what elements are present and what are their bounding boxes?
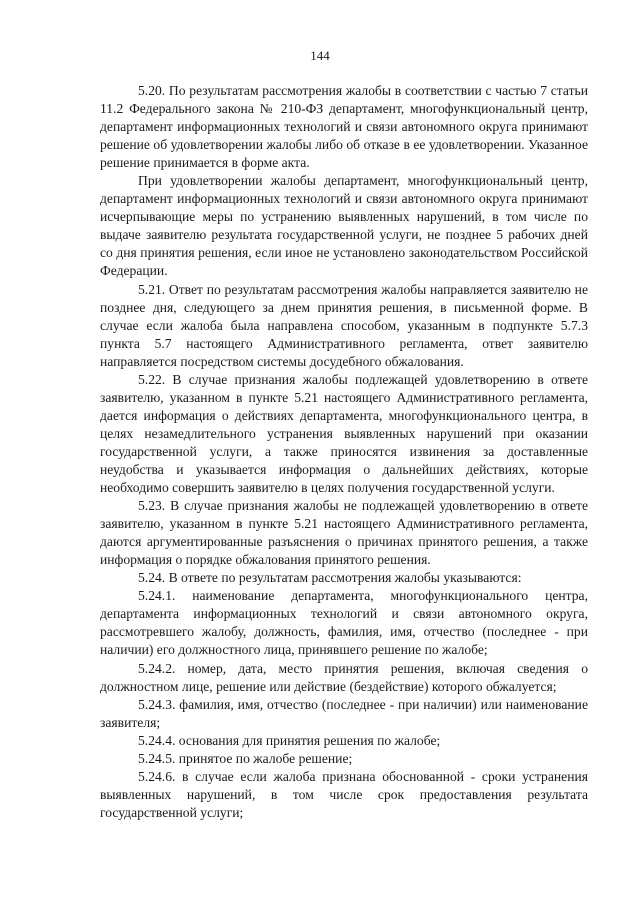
paragraph-5-20: 5.20. По результатам рассмотрения жалобы в соответствии с частью 7 статьи 11.2 Федерального закона № 210-ФЗ департамент, многофункциональный центр, департамент информационных технологий и связи автономного округа принимают решение об удовлетворении жалобы либо об отказе в ее удовлетворении. Указанное решение принимается в форме акта. (100, 83, 588, 171)
paragraph-satisfaction-measures: При удовлетворении жалобы департамент, многофункциональный центр, департамент информационных технологий и связи автономного округа принимают исчерпывающие меры по устранению выявленных нарушений, в том числе по выдаче заявителю результата государственной услуги, не позднее 5 рабочих дней со дня принятия решения, если иное не установлено законодательством Российской Федерации. (100, 173, 588, 279)
paragraph-5-24-1: 5.24.1. наименование департамента, многофункционального центра, департамента информационных технологий и связи автономного округа, рассмотревшего жалобу, должность, фамилия, имя, отчество (последнее - при наличии) его должностного лица, принявшего решение по жалобе; (100, 588, 588, 658)
paragraph-5-24: 5.24. В ответе по результатам рассмотрения жалобы указываются: (138, 570, 522, 586)
paragraph-5-21: 5.21. Ответ по результатам рассмотрения жалобы направляется заявителю не позднее дня, следующего за днем принятия решения, в письменной форме. В случае если жалоба была направлена способом, указанным в подпункте 5.7.3 пункта 5.7 настоящего Административного регламента, ответ заявителю направляется посредством системы досудебного обжалования. (100, 281, 588, 369)
paragraph-5-24-4: 5.24.4. основания для принятия решения по жалобе; (138, 732, 441, 748)
paragraph-5-24-2: 5.24.2. номер, дата, место принятия решения, включая сведения о должностном лице, решение или действие (бездействие) которого обжалуется; (100, 660, 588, 694)
page-number: 144 (310, 48, 330, 63)
paragraph-5-23: 5.23. В случае признания жалобы не подлежащей удовлетворению в ответе заявителю, указанном в пункте 5.21 настоящего Административного регламента, даются аргументированные разъяснения о причинах принятого решения, а также информация о порядке обжалования принятого решения. (100, 498, 588, 568)
paragraph-5-24-6: 5.24.6. в случае если жалоба признана обоснованной - сроки устранения выявленных нарушений, в том числе срок предоставления результата государственной услуги; (100, 768, 588, 820)
document-body (100, 82, 588, 822)
paragraph-5-24-3: 5.24.3. фамилия, имя, отчество (последнее - при наличии) или наименование заявителя; (100, 696, 588, 730)
paragraph-5-24-5: 5.24.5. принятое по жалобе решение; (138, 750, 353, 766)
paragraph-5-22: 5.22. В случае признания жалобы подлежащей удовлетворению в ответе заявителю, указанном в пункте 5.21 настоящего Административного регламента, дается информация о действиях департамента, многофункционального центра, в целях незамедлительного устранения выявленных нарушений при оказании государственной услуги, а также приносятся извинения за доставленные неудобства и указывается информация о дальнейших действиях, которые необходимо совершить заявителю в целях получения государственной услуги. (100, 371, 588, 496)
